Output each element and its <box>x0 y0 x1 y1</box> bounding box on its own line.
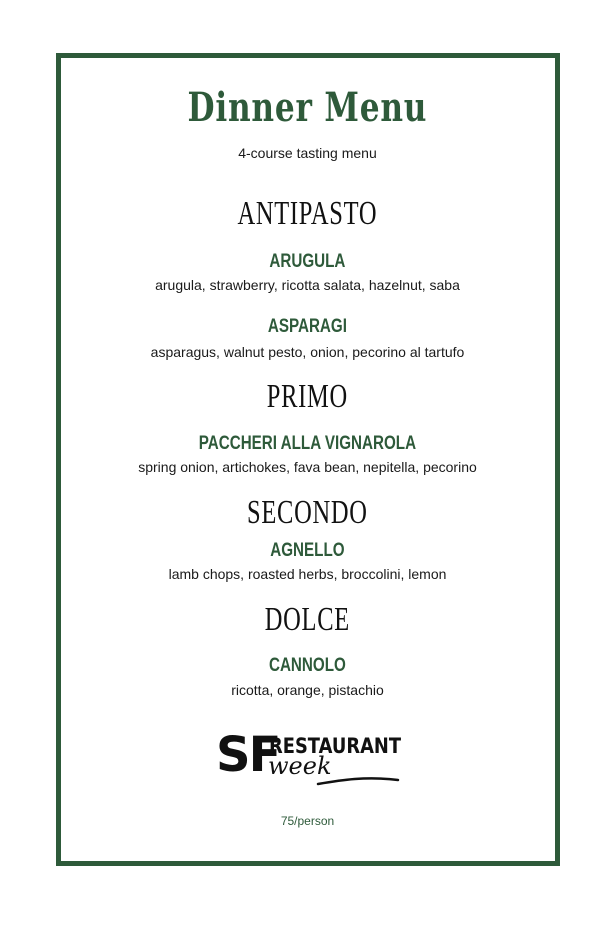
logo-sf-text: SF <box>216 727 280 783</box>
section-heading-dolce: DOLCE <box>264 601 350 638</box>
dish-description-cannolo: ricotta, orange, pistachio <box>231 682 384 698</box>
section-heading-antipasto: ANTIPASTO <box>237 195 378 232</box>
section-heading-secondo: SECONDO <box>247 494 368 531</box>
logo-restaurant-text: RESTAURANT <box>269 734 402 758</box>
dish-description-asparagi: asparagus, walnut pesto, onion, pecorino al tartufo <box>150 344 465 360</box>
menu-title: Dinner Menu <box>187 84 428 131</box>
dish-description-arugula: arugula, strawberry, ricotta salata, hazelnut, saba <box>155 277 460 293</box>
logo-week-text: week <box>268 752 332 780</box>
dish-name-agnello: AGNELLO <box>270 540 345 561</box>
dish-name-cannolo: CANNOLO <box>268 655 346 676</box>
dish-name-paccheri: PACCHERI ALLA VIGNAROLA <box>198 433 417 454</box>
sf-restaurant-week-logo <box>216 727 402 788</box>
dish-description-paccheri: spring onion, artichokes, fava bean, nepitella, pecorino <box>138 459 477 475</box>
dish-description-agnello: lamb chops, roasted herbs, broccolini, lemon <box>168 566 447 582</box>
dish-name-asparagi: ASPARAGI <box>267 316 347 337</box>
logo-swoosh-icon <box>316 766 400 788</box>
section-heading-primo: PRIMO <box>266 378 348 415</box>
dish-name-arugula: ARUGULA <box>269 251 346 272</box>
menu-subtitle: 4-course tasting menu <box>238 145 377 161</box>
price-per-person: 75/person <box>280 814 335 828</box>
